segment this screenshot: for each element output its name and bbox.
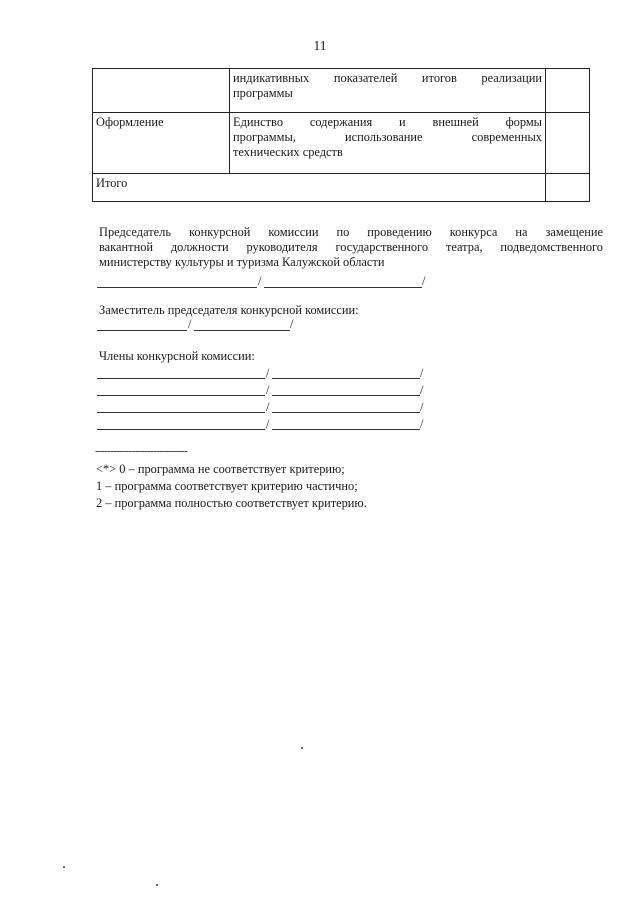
score-cell (546, 174, 590, 202)
table-row (93, 69, 590, 113)
description-line: Единство содержания и внешней формы (233, 115, 542, 129)
total-label-cell: Итого (93, 174, 546, 202)
chairman-line: вакантной должности руководителя государственного театра, подведомственного (99, 240, 603, 254)
deputy-label: Заместитель председателя конкурсной комиссии: (99, 303, 359, 317)
description-line: индикативных показателей итогов реализации (233, 71, 542, 85)
signature-slash: / (188, 317, 192, 331)
description-line: технических средств (233, 145, 343, 159)
chairman-name-signature-line (97, 287, 257, 288)
description-line: программы, использование современных (233, 130, 542, 144)
chairman-line: министерству культуры и туризма Калужской области (99, 255, 385, 269)
footnote-line: 1 – программа соответствует критерию частично; (96, 479, 358, 493)
criterion-description-cell (230, 113, 546, 174)
criteria-table (92, 68, 590, 202)
member-signature-line (272, 395, 420, 396)
chairman-line: Председатель конкурсной комиссии по проведению конкурса на замещение (99, 225, 603, 239)
member-signature-line (272, 412, 420, 413)
member-name-signature-line (97, 429, 265, 430)
member-name-signature-line (97, 378, 265, 379)
footnote-line: 2 – программа полностью соответствует критерию. (96, 496, 367, 510)
criterion-description-cell (230, 69, 546, 113)
signature-slash: / (258, 274, 262, 288)
signature-slash: / (266, 383, 270, 397)
signature-slash: / (420, 366, 424, 380)
table-row (93, 113, 590, 174)
footnote-separator: ------------------------------ (95, 445, 187, 457)
members-label: Члены конкурсной комиссии: (99, 349, 255, 363)
page-number: 11 (313, 38, 327, 53)
chairman-signature-line (264, 287, 422, 288)
signature-slash: / (290, 317, 294, 331)
criterion-cell (93, 69, 230, 113)
member-name-signature-line (97, 412, 265, 413)
deputy-signature-line (194, 330, 290, 331)
signature-slash: / (422, 274, 426, 288)
score-cell (546, 69, 590, 113)
table-row (93, 174, 590, 202)
scan-speck (156, 884, 158, 886)
member-name-signature-line (97, 395, 265, 396)
score-cell (546, 113, 590, 174)
member-signature-line (272, 378, 420, 379)
signature-slash: / (266, 417, 270, 431)
member-signature-line (272, 429, 420, 430)
signature-slash: / (266, 400, 270, 414)
scan-speck (301, 747, 303, 749)
signature-slash: / (420, 417, 424, 431)
signature-slash: / (266, 366, 270, 380)
description-line: программы (233, 86, 293, 100)
deputy-name-signature-line (97, 330, 187, 331)
footnote-line: <*> 0 – программа не соответствует критерию; (96, 462, 345, 476)
signature-slash: / (420, 383, 424, 397)
scan-speck (63, 866, 65, 868)
signature-slash: / (420, 400, 424, 414)
criterion-cell: Оформление (93, 113, 230, 174)
